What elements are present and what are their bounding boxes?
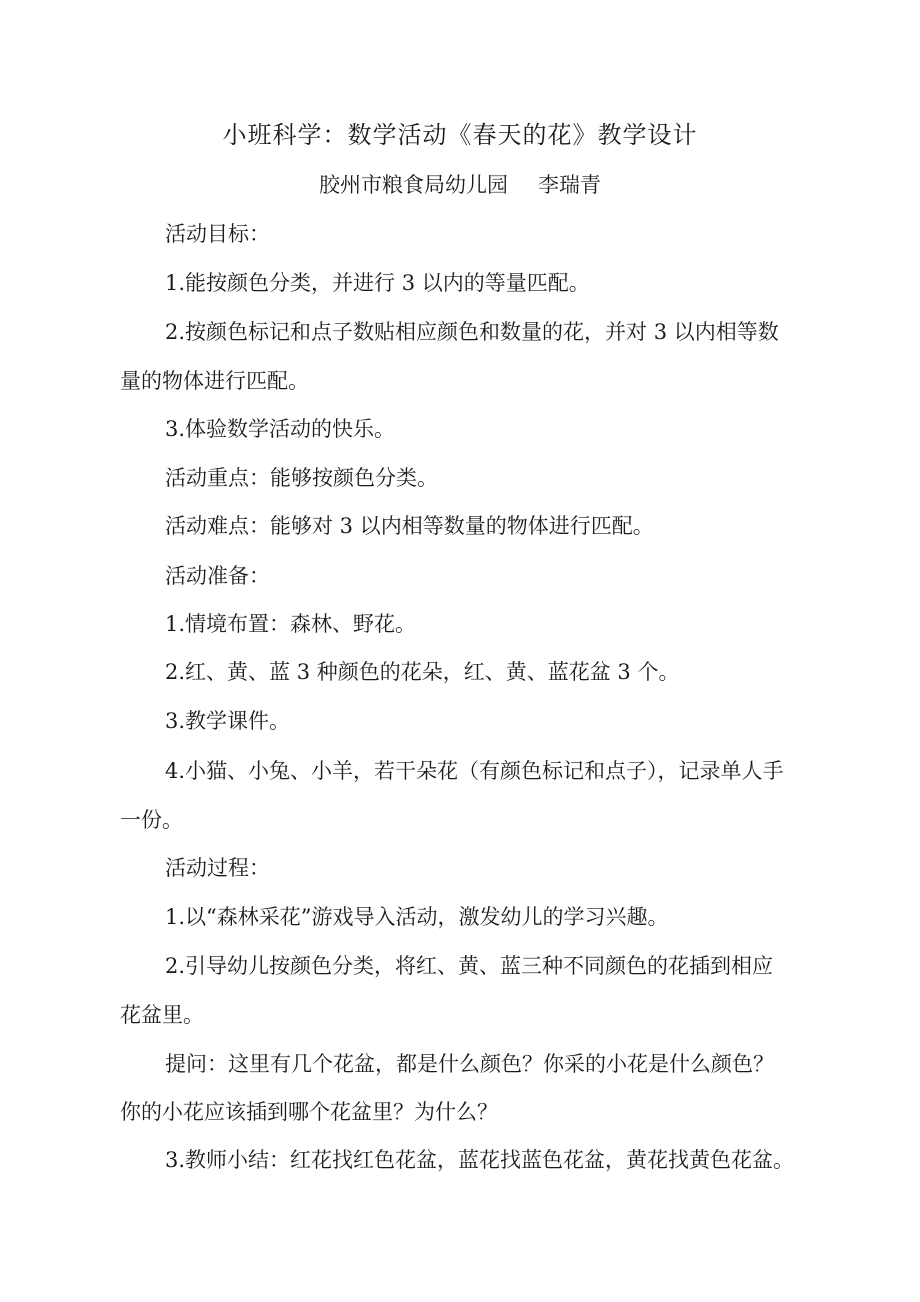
author-name: 李瑞青	[538, 173, 601, 197]
paragraph-line: 1.以“森林采花”游戏导入活动，激发幼儿的学习兴趣。	[165, 905, 669, 929]
author-school: 胶州市粮食局幼儿园	[319, 173, 508, 197]
document-title: 小班科学：数学活动《春天的花》教学设计	[222, 121, 698, 149]
author-line	[0, 170, 920, 200]
paragraph-line: 2.红、黄、蓝 3 种颜色的花朵，红、黄、蓝花盆 3 个。	[165, 660, 680, 684]
paragraph-line: 2.按颜色标记和点子数贴相应颜色和数量的花，并对 3 以内相等数	[165, 320, 779, 344]
paragraph-line: 提问：这里有几个花盆，都是什么颜色？你采的小花是什么颜色？	[165, 1052, 774, 1076]
paragraph-line: 1.能按颜色分类，并进行 3 以内的等量匹配。	[165, 271, 590, 295]
paragraph-line: 1.情境布置：森林、野花。	[165, 612, 417, 636]
paragraph-line: 活动难点：能够对 3 以内相等数量的物体进行匹配。	[165, 514, 654, 538]
paragraph-continuation: 你的小花应该插到哪个花盆里？为什么？	[120, 1100, 498, 1124]
paragraph-line: 活动目标：	[165, 222, 270, 246]
paragraph-continuation: 量的物体进行匹配。	[120, 369, 309, 393]
paragraph-line: 4.小猫、小兔、小羊，若干朵花（有颜色标记和点子），记录单人手	[165, 759, 784, 783]
paragraph-line: 活动准备：	[165, 564, 270, 588]
paragraph-line: 3.教学课件。	[165, 709, 291, 733]
paragraph-line: 3.教师小结：红花找红色花盆，蓝花找蓝色花盆，黄花找黄色花盆。	[165, 1148, 795, 1172]
paragraph-continuation: 花盆里。	[120, 1003, 204, 1027]
paragraph-line: 3.体验数学活动的快乐。	[165, 417, 396, 441]
paragraph-line: 活动过程：	[165, 856, 270, 880]
paragraph-continuation: 一份。	[120, 808, 183, 832]
paragraph-line: 活动重点：能够按颜色分类。	[165, 466, 438, 490]
paragraph-line: 2.引导幼儿按颜色分类，将红、黄、蓝三种不同颜色的花插到相应	[165, 954, 774, 978]
